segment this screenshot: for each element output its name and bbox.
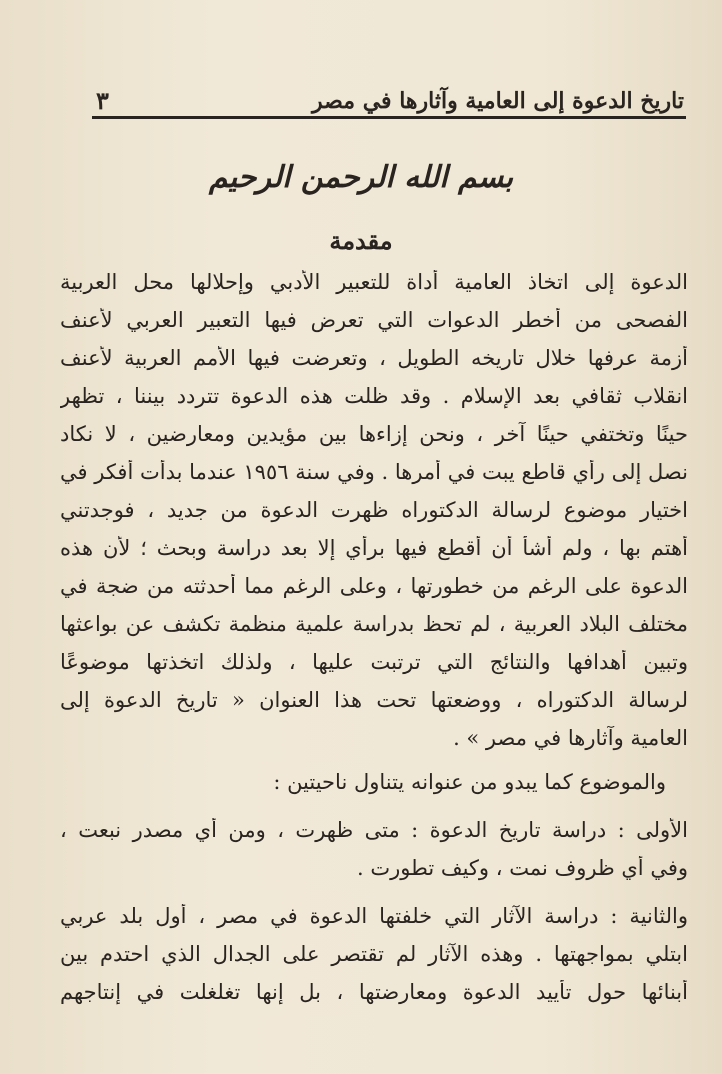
text-line: ابتلي بمواجهتها . وهذه الآثار لم تقتصر على الجدال الذي احتدم بين: [60, 942, 688, 966]
text-line: الأولى : دراسة تاريخ الدعوة : متى ظهرت ، ومن أي مصدر نبعت ،: [60, 818, 688, 842]
text-line: وتبين أهدافها والنتائج التي ترتبت عليها ، ولذلك اتخذتها موضوعًا: [60, 650, 688, 674]
running-header-title: تاريخ الدعوة إلى العامية وآثارها في مصر: [312, 88, 684, 114]
basmala-calligraphy: بسم الله الرحمن الرحيم: [208, 160, 514, 195]
text-line: أهتم بها ، ولم أشأ أن أقطع فيها برأي إلا بعد دراسة وبحث ؛ لأن هذه: [60, 536, 688, 560]
text-line: والموضوع كما يبدو من عنوانه يتناول ناحيتين :: [273, 770, 666, 794]
text-line: الدعوة على الرغم من خطورتها ، وعلى الرغم مما أحدثته من ضجة في: [60, 574, 688, 598]
text-line: نصل إلى رأي قاطع يبت في أمرها . وفي سنة ١٩٥٦ عندما بدأت أفكر في: [60, 460, 688, 484]
text-line: الدعوة إلى اتخاذ العامية أداة للتعبير الأدبي وإحلالها محل العربية: [60, 270, 688, 294]
text-line: العامية وآثارها في مصر » .: [453, 726, 688, 750]
text-line: انقلاب ثقافي بعد الإسلام . وقد ظلت هذه الدعوة تتردد بيننا ، تظهر: [60, 384, 688, 408]
text-line: لرسالة الدكتوراه ، ووضعتها تحت هذا العنوان « تاريخ الدعوة إلى: [60, 688, 688, 712]
text-line: اختيار موضوع لرسالة الدكتوراه ظهرت الدعوة من جديد ، فوجدتني: [60, 498, 688, 522]
text-line: مختلف البلاد العربية ، لم تحظ بدراسة علمية منظمة تكشف عن بواعثها: [60, 612, 688, 636]
text-line: حينًا وتختفي حينًا آخر ، ونحن إزاءها بين مؤيدين ومعارضين ، لا نكاد: [60, 422, 688, 446]
text-line: وفي أي ظروف نمت ، وكيف تطورت .: [357, 856, 688, 880]
text-line: الفصحى من أخطر الدعوات التي تعرض فيها التعبير العربي لأعنف: [60, 308, 688, 332]
header-rule: [92, 116, 686, 119]
section-title: مقدمة: [329, 226, 393, 255]
text-line: أزمة عرفها خلال تاريخه الطويل ، وتعرضت فيها الأمم العربية لأعنف: [60, 346, 688, 370]
text-line: أبنائها حول تأييد الدعوة ومعارضتها ، بل إنها تغلغلت في إنتاجهم: [60, 980, 688, 1004]
text-line: والثانية : دراسة الآثار التي خلفتها الدعوة في مصر ، أول بلد عربي: [60, 904, 688, 928]
page-number: ٣: [96, 86, 109, 115]
